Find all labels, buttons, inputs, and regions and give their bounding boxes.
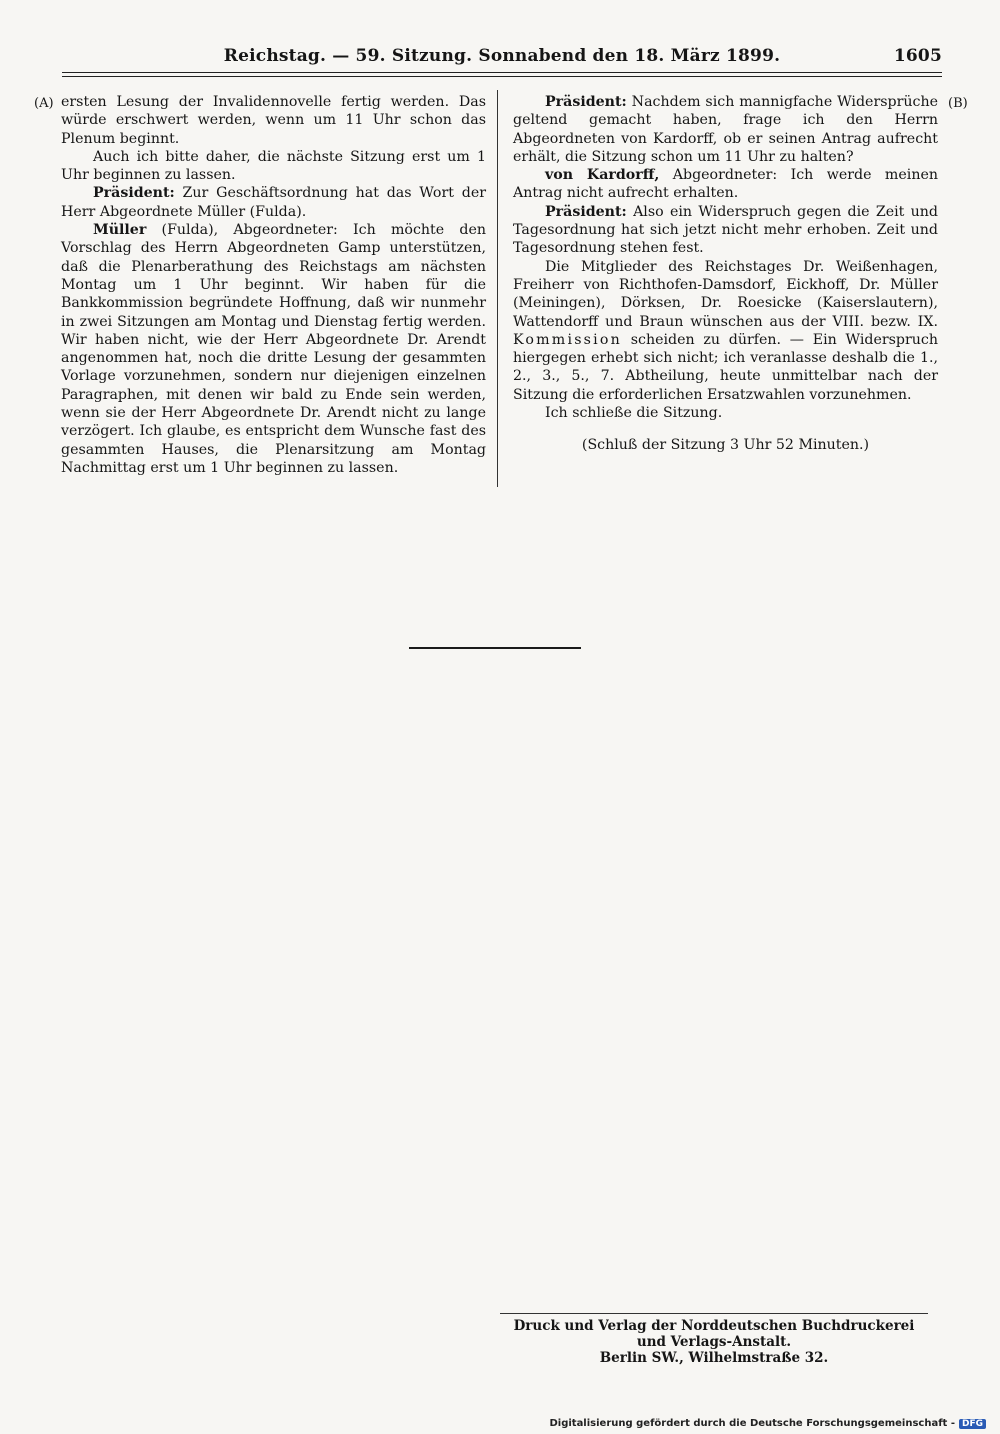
printer-imprint: [500, 1318, 928, 1366]
paragraph: ersten Lesung der Invalidennovelle fertig werden. Das würde erschwert werden, wenn um 11 Uhr schon das Plenum beginnt.: [61, 94, 486, 147]
speaker-name: Präsident:: [545, 203, 627, 220]
header-rule: [62, 72, 942, 77]
speech-text: scheiden zu dürfen. — Ein Widerspruch hiergegen erhebt sich nicht; ich veranlasse deshalb die 1., 2., 3., 5., 7. Abtheilung, heute unmittelbar nach der Sitzung die erforderlichen Ersatzwahlen vorzunehmen.: [513, 331, 938, 403]
paragraph: [513, 203, 938, 258]
speech-text: Nachdem sich mannigfache Widersprüche geltend gemacht haben, frage ich den Herrn Abgeordneten von Kardorff, ob er seinen Antrag aufrecht erhält, die Sitzung schon um 11 Uhr zu halten?: [513, 94, 938, 165]
speaker-name: Müller: [93, 222, 147, 239]
speech-text: Also ein Widerspruch gegen die Zeit und Tagesordnung hat sich jetzt nicht mehr erhoben. Zeit und Tagesordnung stehen fest.: [513, 203, 938, 257]
left-column: [61, 93, 486, 477]
running-title: Reichstag. — 59. Sitzung. Sonnabend den 18. März 1899.: [223, 46, 781, 66]
digitization-footer: [549, 1418, 986, 1429]
speaker-name: Präsident:: [545, 94, 627, 110]
section-end-rule: [409, 647, 581, 649]
speech-text: Abgeordneter: Ich werde meinen Antrag nicht aufrecht erhalten.: [513, 167, 938, 202]
speaker-name: von Kardorff,: [545, 167, 660, 184]
imprint-line: Berlin SW., Wilhelmstraße 32.: [599, 1350, 829, 1366]
speech-text: (Fulda), Abgeordneter: Ich möchte den Vorschlag des Herrn Abgeordneten Gamp unterstützen, daß die Plenarberathung des Reichstags am nächsten Montag um 1 Uhr beginnt. Wir haben für die Bankkommission begründete Hoffnung, daß wir nunmehr in zwei Sitzungen am Montag und Dienstag fertig werden. Wir haben nicht, wie der Herr Abgeordnete Dr. Arendt angenommen hat, noch die dritte Lesung der gesammten Vorlage vorzunehmen, sondern nur diejenigen einzelnen Paragraphen, mit denen wir bald zu Ende sein werden, wenn sie der Herr Abgeordnete Dr. Arendt nicht zu lange verzögert. Ich glaube, es entspricht dem Wunsche fast des gesammten Hauses, die Plenarsitzung am Montag Nachmittag erst um 1 Uhr beginnen zu lassen.: [61, 222, 486, 476]
column-divider: [497, 90, 498, 487]
paragraph: [513, 166, 938, 203]
page-header: [62, 46, 942, 68]
margin-mark-a: (A): [34, 96, 54, 111]
imprint-line: Druck und Verlag der Norddeutschen Buchdruckerei und Verlags-Anstalt.: [513, 1318, 915, 1350]
dfg-logo-icon: DFG: [959, 1419, 986, 1429]
right-column: [513, 93, 938, 455]
digitization-note: Digitalisierung gefördert durch die Deutsche Forschungsgemeinschaft -: [549, 1418, 955, 1429]
spaced-word: Kommission: [513, 331, 622, 348]
paragraph: [513, 258, 938, 404]
speech-text: Zur Geschäftsordnung hat das Wort der Herr Abgeordnete Müller (Fulda).: [61, 185, 486, 220]
paragraph: Ich schließe die Sitzung.: [545, 405, 723, 422]
paragraph: [61, 221, 486, 477]
speech-text: Die Mitglieder des Reichstages Dr. Weißenhagen, Freiherr von Richthofen-Damsdorf, Eickhoff, Dr. Müller (Meiningen), Dörksen, Dr. Roesicke (Kaiserslautern), Wattendorff und Braun wünschen aus der VIII. bezw. IX.: [513, 258, 938, 330]
session-closing: (Schluß der Sitzung 3 Uhr 52 Minuten.): [581, 437, 870, 454]
speaker-name: Präsident:: [93, 185, 175, 202]
page-number: 1605: [893, 46, 942, 66]
paragraph: [513, 93, 938, 166]
imprint-rule: [500, 1313, 928, 1314]
paragraph: Auch ich bitte daher, die nächste Sitzung erst um 1 Uhr beginnen zu lassen.: [61, 148, 486, 184]
margin-mark-b: (B): [948, 96, 968, 111]
paragraph: [61, 184, 486, 221]
